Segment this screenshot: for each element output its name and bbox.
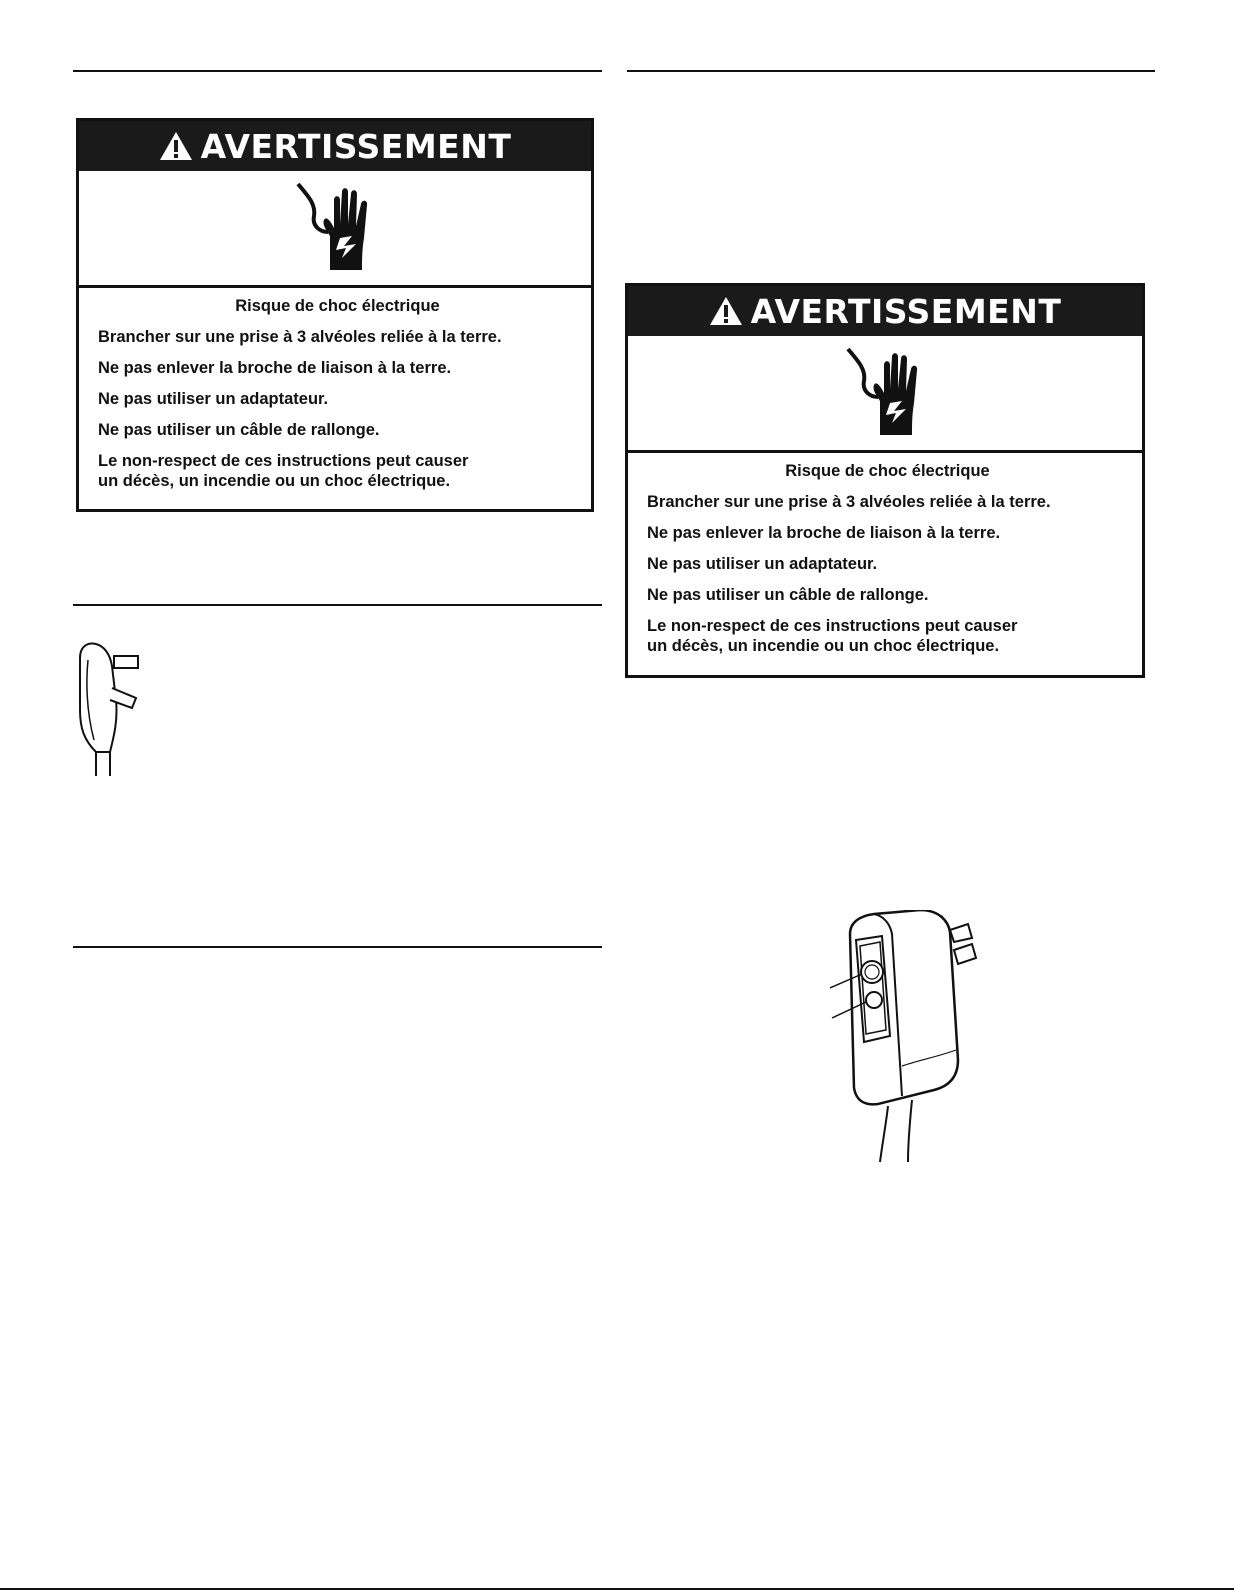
gfci-plug-illustration xyxy=(830,910,1000,1170)
warning-heading: AVERTISSEMENT xyxy=(200,126,512,166)
section-rule-top-left xyxy=(73,70,602,72)
warning-line: Ne pas utiliser un adaptateur. xyxy=(647,555,878,573)
warning-header xyxy=(79,121,591,171)
section-rule-top-right xyxy=(627,70,1155,72)
warning-box-left xyxy=(76,118,594,512)
warning-line: Ne pas enlever la broche de liaison à la terre. xyxy=(98,359,452,377)
warning-line: Ne pas utiliser un câble de rallonge. xyxy=(98,421,380,439)
hazard-title: Risque de choc électrique xyxy=(235,297,440,315)
warning-line: Brancher sur une prise à 3 alvéoles reliée à la terre. xyxy=(647,493,1051,511)
hazard-title: Risque de choc électrique xyxy=(785,462,990,480)
warning-box-right xyxy=(625,283,1145,678)
warning-consequence: Le non-respect de ces instructions peut causer xyxy=(98,452,469,470)
section-rule-lower-left xyxy=(73,946,602,948)
warning-line: Ne pas utiliser un câble de rallonge. xyxy=(647,586,929,604)
warning-consequence: un décès, un incendie ou un choc électrique. xyxy=(98,472,451,490)
section-rule-mid-left xyxy=(73,604,602,606)
warning-header xyxy=(628,286,1142,336)
electrical-shock-hand-icon xyxy=(840,345,930,441)
warning-line: Ne pas enlever la broche de liaison à la terre. xyxy=(647,524,1001,542)
warning-icon-area xyxy=(628,336,1142,453)
three-prong-plug-illustration xyxy=(70,640,150,780)
warning-heading: AVERTISSEMENT xyxy=(750,291,1062,331)
warning-consequence: Le non-respect de ces instructions peut causer xyxy=(647,617,1018,635)
warning-icon-area xyxy=(79,171,591,288)
warning-triangle-icon xyxy=(709,295,743,327)
warning-line: Ne pas utiliser un adaptateur. xyxy=(98,390,329,408)
warning-line: Brancher sur une prise à 3 alvéoles reliée à la terre. xyxy=(98,328,502,346)
electrical-shock-hand-icon xyxy=(290,180,380,276)
warning-triangle-icon xyxy=(159,130,193,162)
warning-consequence: un décès, un incendie ou un choc électrique. xyxy=(647,637,1000,655)
